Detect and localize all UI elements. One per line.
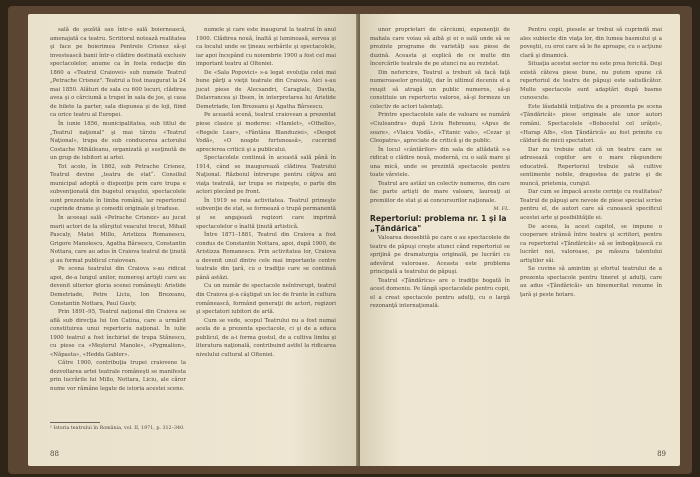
paragraph: Dar cum se împacă aceste cerinţe cu realitatea? Teatrul de păpuşi are nevoie de piese special scrise pentru el, de autori care să cunoască specificul acestei arte şi posibilităţile ei. <box>520 189 662 222</box>
paragraph: Între 1871–1881, Teatrul din Craiova a fost condus de Constantin Nottara, apoi, după 1900, de Aristizza Romanescu. Prin activitatea lor, Craiova a devenit unul dintre cele mai importante centre teatrale din ţară, cu o tradiţie care se continuă până astăzi. <box>196 232 336 281</box>
paragraph: Către 1900, contribuţia trupei craiovene la dezvoltarea artei teatrale româneşti se manifesta prin lucrările lui Millo, Nottara, Liciu, ale căror nume vor rămâne legate de istoria acestei scene. <box>50 360 186 392</box>
paragraph: De «Sala Popovici» s-a legat evoluţia celei mai bune părţi a vieţii teatrale din Craiova. Aici s-au jucat piese de Alecsandri, Caragiale, Davila, Delavrancea şi Ibsen, în interpretarea lui Aristide Demetriade, Ion Brezeanu şi Agatha Bârsescu. <box>196 69 336 110</box>
paragraph: Prin 1891–95, Teatrul naţional din Craiova se află sub direcţia lui Ion Catina, care a urmărit constituirea unui repertoriu naţional. În iulie 1900 teatrul a fost închiriat de trupa Stănescu, cu piese ca «Meşterul Manole», «Pygmalion», «Năpasta», «Hedda Gabler». <box>50 309 186 358</box>
paragraph: În aceeaşi sală «Petrache Crisnez» au jucat marii actori de la sfârşitul veacului trecut, Mihail Pascaly, Matei Millo, Aristizza Romanescu, Grigore Manolescu, Agatha Bârsescu, Constantin Nottara, care au adus în Craiova teatrul de ţinută şi au format publicul craiovean. <box>50 215 187 264</box>
paragraph: Situaţia acestui sector nu este prea fericită. Deşi există câteva piese bune, nu putem spune că repertoriul de teatru de păpuşi este satisfăcător. Multe spectacole sunt adaptări după basme cunoscute. <box>520 61 662 102</box>
left-page-footnote-area <box>50 418 186 432</box>
paragraph: Teatrul are astăzi un colectiv numeros, din care fac parte artişti de mare valoare, laureaţi ai premiilor de stat şi ai concursurilor naţionale. <box>370 180 510 204</box>
paragraph: Cum se vede, scopul Teatrului nu a fost numai acela de a prezenta spectacole, ci şi de a educa publicul, de a-i forma gustul, de a cultiva limba şi literatura naţională, contribuind astfel la ridicarea nivelului cultural al Olteniei. <box>196 317 336 358</box>
paragraph: Pe această scenă, teatrul craiovean a prezentat piese clasice şi moderne: «Hamlet», «Othello», «Regele Lear», «Fântâna Blanduziei», «Despot Vodă», «O noapte furtunoasă», cucerind aprecierea criticii şi a publicului. <box>196 112 336 153</box>
paragraph: Spectacolele continuă în această sală până în 1914, când se inaugurează clădirea Teatrului Naţional. Războiul întrerupe pentru câţiva ani viaţa teatrală, iar trupa se risipeşte, o parte din actori plecând pe front. <box>196 155 336 196</box>
paragraph: numele şi care este inaugurat la teatrul în anul 1900. Clădirea nouă, înaltă şi luminoasă, servea şi ca localul unde se ţineau serbările şi spectacolele, iar apoi începând cu noiembrie 1900 a fost cel mai important teatru al Olteniei. <box>196 27 336 68</box>
paragraph: Este lăudabilă iniţiativa de a prezenta pe scena «Ţăndăricăi» piese originale ale unor autori români. Spectacolele «Bobocelul cel urâţel», «Harap Alb», «Ion Ţăndărică» au fost primite cu căldură de micii spectatori. <box>520 103 662 145</box>
paragraph: În iunie 1856, municipalitatea, sub titlul de „Teatrul naţional" şi mai târziu «Teatrul Naţional», trupa de sub conducerea actorului Costache Mihăileanu, organizată şi susţinută de un grup de iubitori ai artei. <box>50 121 186 162</box>
left-page-column-2 <box>196 26 336 359</box>
paragraph: Cu un număr de spectacole neîntrerupt, teatrul din Craiova şi-a câştigat un loc de frunte în cultura românească, formând generaţii de actori, regizori şi spectatori iubitori de artă. <box>196 283 336 316</box>
paragraph: Pentru copii, piesele ar trebui să cuprindă mai ales subiecte din viaţa lor, din lumea basmului şi a poveştii, cu eroi care să le fie aproape, cu o acţiune clară şi dinamică. <box>520 27 662 59</box>
paragraph: În 1919 se reia activitatea. Teatrul primeşte subvenţie de stat, se formează o trupă permanentă şi se angajează regizori care imprimă spectacolelor o înaltă ţinută artistică. <box>196 197 336 230</box>
article-heading: Repertoriul: problema nr. 1 şi la „Ţăndărica" <box>370 214 507 234</box>
left-page <box>28 14 358 466</box>
paragraph: În locul «cântărilor» din sala de altădată s-a ridicat o clădire nouă, modernă, cu o sală mare şi una mică, unde se prezintă spectacole pentru toate vârstele. <box>370 146 510 179</box>
right-page-column-2 <box>520 26 662 300</box>
paragraph: De aceea, la acest capitol, se impune o cooperare strânsă între teatru şi scriitori, pentru ca repertoriul «Ţăndăricăi» să se îmbogăţească cu lucrări noi, valoroase, pe măsura talentului artiştilor săi. <box>520 223 662 264</box>
paragraph: Dar nu trebuie uitat că un teatru care se adresează copiilor are o mare răspundere educativă. Repertoriul trebuie să cultive sentimente nobile, dragostea de patrie şi de muncă, prietenia, curajul. <box>520 146 662 187</box>
right-page <box>360 14 680 466</box>
paragraph: Se cuvine să amintim şi efortul teatrului de a prezenta spectacole pentru tineret şi adulţi, care au adus «Ţăndăricăi» un binemeritat renume în ţară şi peste hotare. <box>520 266 662 298</box>
left-page-column-1 <box>50 26 186 394</box>
author-signature: M. FL. <box>493 206 510 213</box>
page-number: 88 <box>50 450 59 458</box>
paragraph: sală de şezătă sau într-o sală boiernească, amenajată ca teatru. Scriitorul notează realitatea şi face pe boierimea Pentrele Crisnez să-şi investească banii într-o clădire destinată exclusiv spectacolelor, anume ca în fosta redacţie din 1860 a «Teatrul Craiovei» sub numele Teatrul „Petrache Crisnez". Teatrul a fost inaugurat la 24 mai 1850. Alături de sala cu 600 locuri, clădirea avea şi o cârciumă a trupei în sala de jos, şi casa de bilete la parter, sala dispunea şi de loji, fiind ca orice teatru al Europei. <box>50 27 186 119</box>
paragraph: unor proprietari de cârciumi, exponenţii de mahala care voiau să aibă şi ei o sală unde să se prezinte programe de varietăţi sau piese de duzină. Aceasta şi explică de ce multe din încercările teatrale de pe atunci nu au rezistat. <box>370 27 510 68</box>
page-number: 89 <box>657 450 666 458</box>
right-page-column-1 <box>370 26 510 311</box>
open-book <box>8 6 692 474</box>
paragraph: Din nefericire, Teatrul a trebuit să facă faţă numeroaselor greutăţi, dar în ultimul deceniu el a reuşit să atragă un public numeros, să-şi constituie un repertoriu valoros, să-şi formeze un colectiv de actori talentaţi. <box>370 69 510 110</box>
paragraph: Tot acolo, în 1862, sub Petrache Crisnez, Teatrul devine „teatru de stat“. Consiliul municipal adoptă o dispoziţie prin care trupa e subvenţionată din bugetul oraşului, spectacolele sunt prezentate în limba română, iar repertoriul cuprinde drame şi comedii originale şi traduse. <box>50 163 186 213</box>
paragraph: Teatrul «Ţăndărica» are o tradiţie bogată în acest domeniu. Pe lângă spectacolele pentru copii, el a creat spectacole pentru adulţi, cu o largă rezonanţă internaţională. <box>370 277 510 310</box>
footnote-divider <box>50 422 100 423</box>
paragraph: Printre spectacolele sale de valoare se numără «Ciuleandra» după Liviu Rebreanu, «Apus de soare», «Vlaicu Vodă», «Titanic vals», «Cezar şi Cleopatra», apreciate de critică şi de public. <box>370 112 510 145</box>
footnote: ¹ Istoria teatrului în România, vol. II, 1971, p. 312–340. <box>50 426 185 431</box>
paragraph: Valoarea deosebită pe care o au spectacolele de teatru de păpuşi creşte atunci când repertoriul se sprijină pe dramaturgia originală, pe lucrări cu adevărat valoroase. Aceasta este problema principală a teatrului de păpuşi. <box>370 235 510 276</box>
paragraph: Pe scena teatrului din Craiova s-au ridicat apoi, de-a lungul anilor, numeroşi artişti care au devenit ulterior gloria scenei româneşti: Aristide Demetriade, Petre Liciu, Ion Brezeanu, Constantin Nottara, Paul Gusty. <box>50 266 186 307</box>
